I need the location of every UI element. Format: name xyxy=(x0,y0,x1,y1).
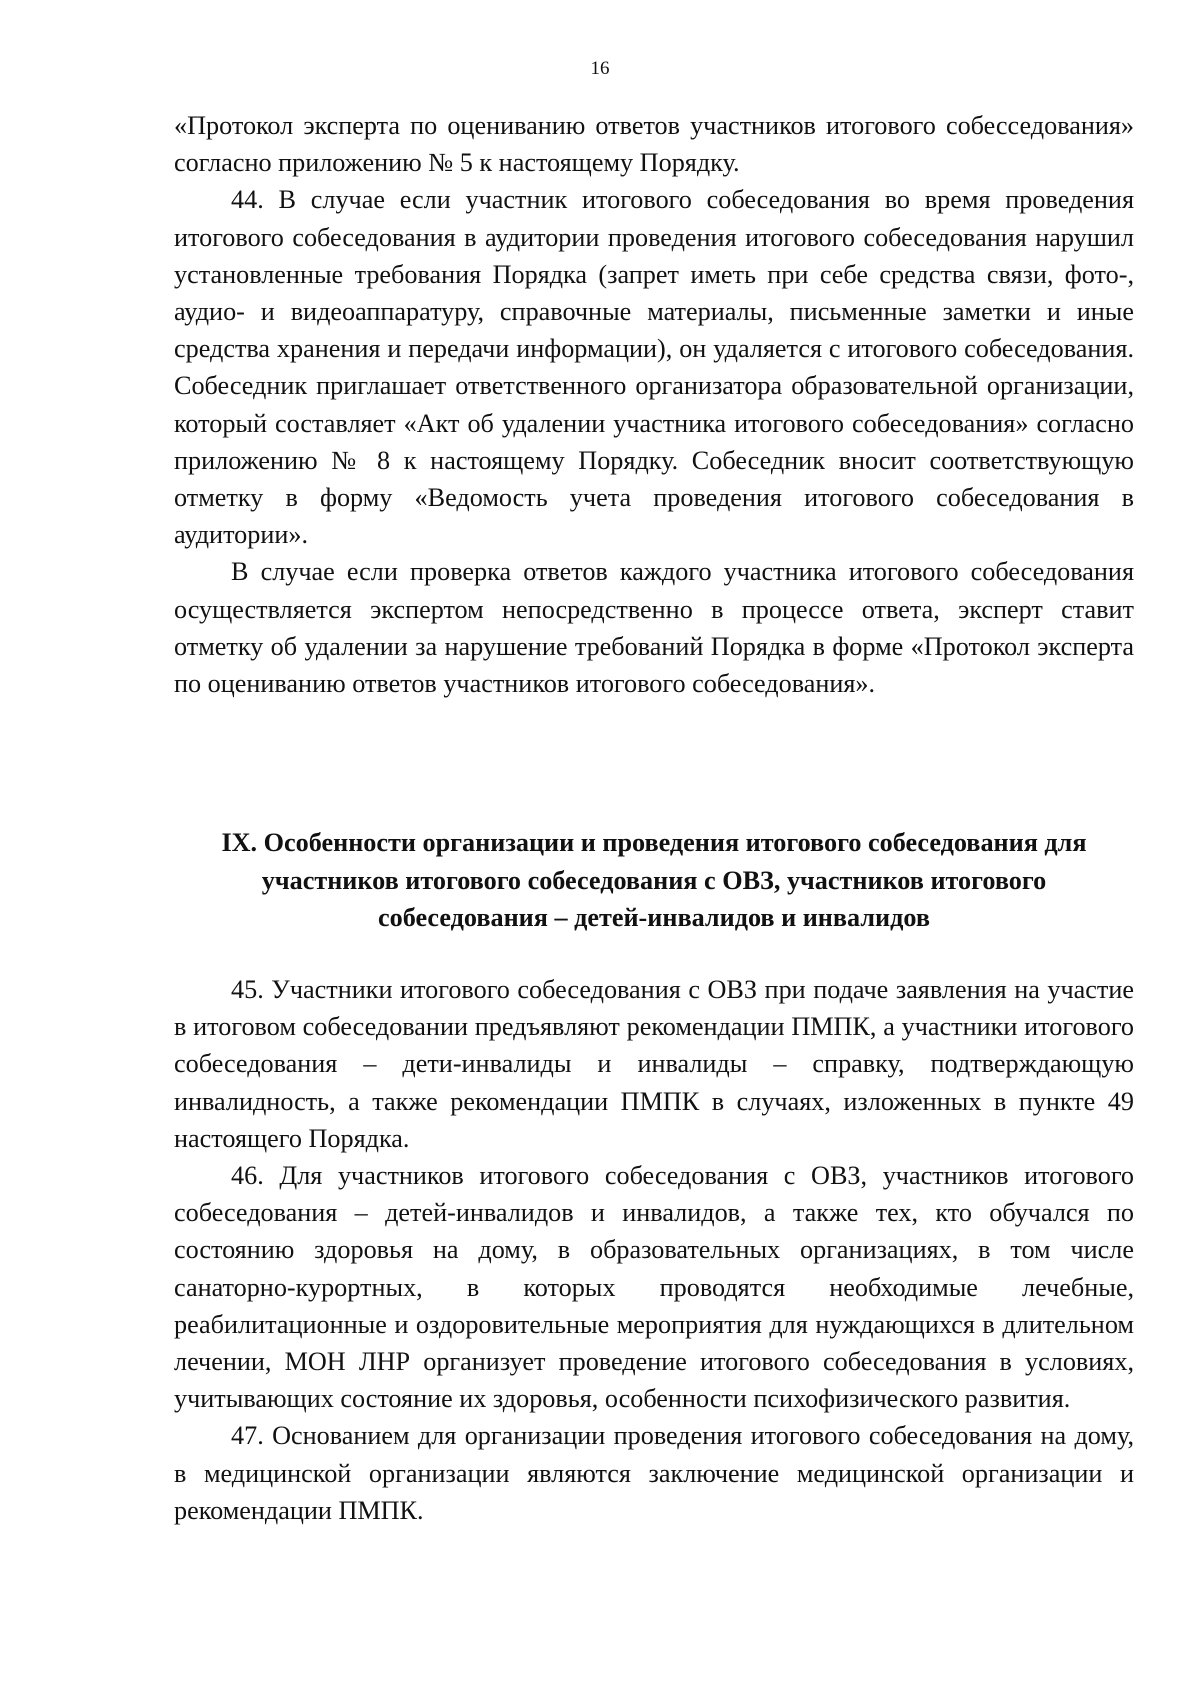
section-heading-line-2: участников итогового собеседования с ОВЗ, участников итогового xyxy=(261,865,1047,895)
paragraph-47: 47. Основанием для организации проведения итогового собеседования на дому, в медицинской организации являются заключение медицинской организации и рекомендации ПМПК. xyxy=(174,1421,1134,1525)
paragraph-44: 44. В случае если участник итогового собеседования во время проведения итогового собеседования в аудитории проведения итогового собеседования нарушил установленные требования Порядка (запрет иметь при себе средства связи, фото-, аудио- и видеоаппаратуру, справочные материалы, письменные заметки и иные средства хранения и передачи информации), он удаляется с итогового собеседования. Собеседник приглашает ответственного организатора образовательной организации, который составляет «Акт об удалении участника итогового собеседования» согласно приложению № 8 к настоящему Порядку. Собеседник вносит соответствующую отметку в форму «Ведомость учета проведения итогового собеседования в аудитории». xyxy=(174,185,1134,550)
paragraph-44-second: В случае если проверка ответов каждого участника итогового собеседования осуществляется экспертом непосредственно в процессе ответа, эксперт ставит отметку об удалении за нарушение требований Порядка в форме «Протокол эксперта по оцениванию ответов участников итогового собеседования». xyxy=(174,557,1134,699)
page-number: 16 xyxy=(590,58,610,79)
section-heading-line-3: собеседования – детей-инвалидов и инвалидов xyxy=(378,903,930,932)
text-block-top xyxy=(174,107,1134,702)
section-heading-line-1: IX. Особенности организации и проведения итогового собеседования для xyxy=(221,828,1087,857)
text-block-bottom xyxy=(174,971,1134,1529)
paragraph-continuation: «Протокол эксперта по оцениванию ответов участников итогового собесседования» согласно приложению № 5 к настоящему Порядку. xyxy=(174,111,1134,178)
paragraph-45: 45. Участники итогового собеседования с ОВЗ при подаче заявления на участие в итоговом собеседовании предъявляют рекомендации ПМПК, а участники итогового собеседования – дети-инвалиды и инвалиды – справку, подтверждающую инвалидность, а также рекомендации ПМПК в случаях, изложенных в пункте 49 настоящего Порядка. xyxy=(174,975,1134,1153)
section-heading xyxy=(174,824,1134,937)
paragraph-46: 46. Для участников итогового собеседования с ОВЗ, участников итогового собеседования – детей-инвалидов и инвалидов, а также тех, кто обучался по состоянию здоровья на дому, в образовательных организациях, в том числе санаторно-курортных, в которых проводятся необходимые лечебные, реабилитационные и оздоровительные мероприятия для нуждающихся в длительном лечении, МОН ЛНР организует проведение итогового собеседования в условиях, учитывающих состояние их здоровья, особенности психофизического развития. xyxy=(174,1161,1134,1414)
